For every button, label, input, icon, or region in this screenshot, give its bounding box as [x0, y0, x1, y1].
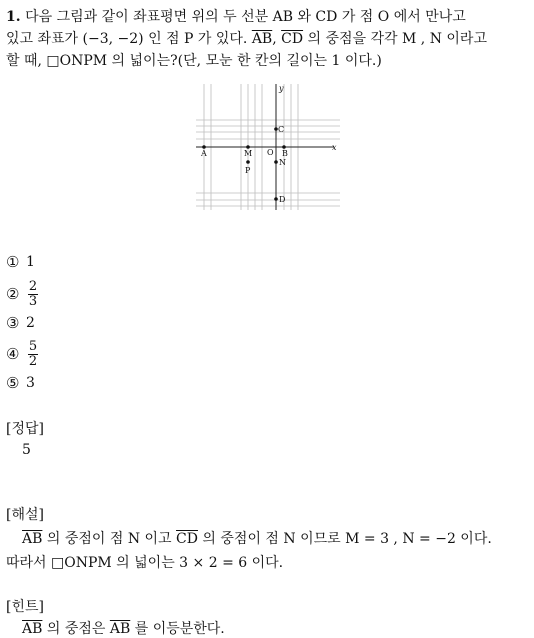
label-c: C: [278, 125, 285, 134]
point-p: [246, 160, 250, 164]
label-d: D: [279, 195, 286, 204]
points: [202, 127, 286, 201]
fraction: [28, 340, 38, 369]
fraction: [28, 280, 38, 309]
choice-marker: ②: [6, 285, 20, 303]
hint-text-end: 를 이등분한다.: [130, 621, 225, 637]
problem-text-2b: 의 중점을 각각 M , N 이라고: [303, 31, 487, 47]
hint-text-mid: 의 중점은: [42, 621, 110, 637]
explanation-label: [해설]: [6, 507, 44, 523]
choice-value: 1: [26, 254, 35, 270]
problem-number: 1.: [6, 9, 21, 25]
numerator: 2: [28, 278, 38, 294]
denominator: 3: [28, 293, 38, 309]
choice-marker: ③: [6, 314, 20, 332]
explanation-line-1: [22, 528, 492, 548]
choice-2[interactable]: [6, 278, 38, 310]
choice-marker: ①: [6, 253, 20, 271]
hint-label: [힌트]: [6, 599, 44, 615]
answer-label: [정답]: [6, 421, 44, 437]
label-a: A: [201, 149, 207, 158]
problem-comma: ,: [272, 31, 282, 47]
label-x: x: [332, 143, 337, 152]
choice-marker: ⑤: [6, 374, 20, 392]
denominator: 2: [28, 353, 38, 369]
choice-marker: ④: [6, 345, 20, 363]
point-n: [274, 160, 278, 164]
segment-cd: $\overline{CD}$: [281, 31, 304, 47]
explanation-line-2: 따라서 □ONPM 의 넓이는 3 × 2 = 6 이다.: [6, 555, 284, 571]
explanation-text-1a: 의 중점이 점 N 이고: [42, 531, 177, 547]
choice-5[interactable]: [6, 370, 35, 396]
choice-4[interactable]: [6, 338, 38, 370]
problem-line-3: 할 때, □ONPM 의 넓이는?(단, 모눈 한 칸의 길이는 1 이다.): [6, 53, 382, 69]
label-y: y: [279, 84, 284, 93]
label-b: B: [282, 149, 288, 158]
hint-line: [22, 618, 225, 638]
problem-text-2a: 있고 좌표가 (−3, −2) 인 점 P 가 있다.: [6, 31, 252, 47]
numerator: 5: [28, 338, 38, 354]
segment-ab: $\overline{AB}$: [109, 621, 131, 637]
problem-line-2: [6, 28, 530, 50]
segment-ab: $\overline{AB}$: [251, 31, 273, 47]
choice-1[interactable]: [6, 249, 35, 275]
axes: [196, 84, 334, 210]
choice-3[interactable]: [6, 310, 35, 336]
problem-line-1: [6, 6, 530, 28]
choice-value: 2: [26, 315, 35, 331]
segment-ab: $\overline{AB}$: [22, 531, 43, 547]
problem-text-1: 다음 그림과 같이 좌표평면 위의 두 선분 AB 와 CD 가 점 O 에서 만나고: [25, 9, 466, 25]
label-p: P: [245, 166, 251, 175]
problem-statement: [6, 6, 530, 72]
coordinate-figure: [196, 84, 340, 210]
segment-ab: $\overline{AB}$: [22, 621, 43, 637]
label-o: O: [267, 148, 274, 157]
answer-value: 5: [22, 442, 31, 458]
label-m: M: [244, 149, 253, 158]
point-d: [274, 197, 278, 201]
explanation-text-1b: 의 중점이 점 N 이므로 M = 3 , N = −2 이다.: [197, 531, 492, 547]
label-n: N: [279, 158, 286, 167]
segment-cd: $\overline{CD}$: [176, 531, 198, 547]
choice-value: 3: [26, 375, 35, 391]
